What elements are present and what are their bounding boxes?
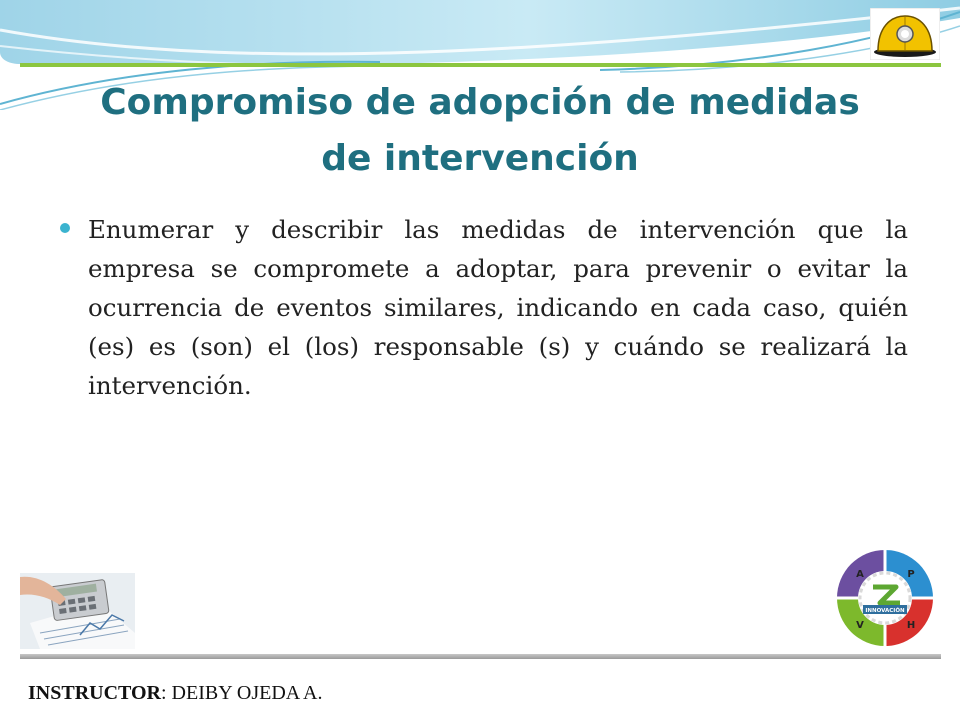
bullet-text: Enumerar y describir las medidas de intervención que la empresa se compromete a adoptar, para prevenir o evitar la ocurrencia de eventos similares, indicando en cada caso, quién (es) es (son) el (los) responsable (s) y cuándo se realizará la intervención. [88,215,908,400]
instructor-name: : DEIBY OJEDA A. [161,682,323,704]
instructor-label: INSTRUCTOR [28,682,161,704]
cycle-label-p: P [907,569,915,580]
title-line-2: de intervención [321,138,639,179]
instructor-credit [28,682,322,705]
cycle-center-label: INNOVACIÓN [865,608,905,614]
cycle-label-h: H [906,620,916,631]
cycle-label-v: V [856,620,864,631]
bullet-item [60,210,908,405]
cycle-label-a: A [856,569,864,580]
title-line-1: Compromiso de adopción de medidas [100,82,860,123]
footer-divider [20,654,941,659]
header-divider [20,63,941,67]
bullet-dot-icon [60,223,70,233]
calculator-photo [20,573,135,649]
page-title [40,75,920,187]
phva-cycle-icon [830,543,940,653]
helmet-icon [870,8,940,60]
